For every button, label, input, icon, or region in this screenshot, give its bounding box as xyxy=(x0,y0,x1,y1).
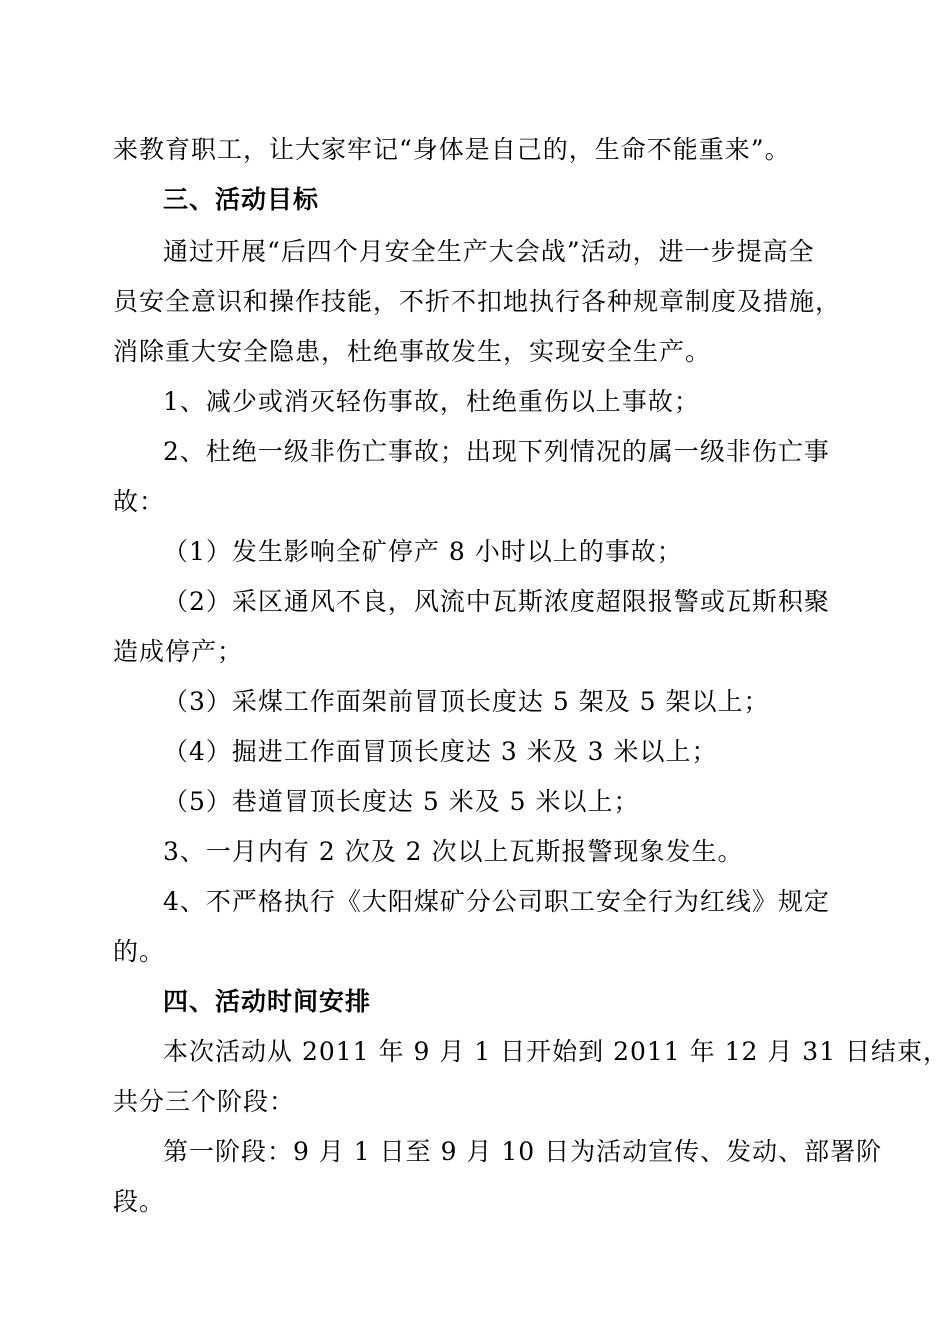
paragraph-line: 消除重大安全隐患，杜绝事故发生，实现安全生产。 xyxy=(113,337,712,366)
sub-list-item: （2）采区通风不良，风流中瓦斯浓度超限报警或瓦斯积聚 xyxy=(163,587,830,616)
paragraph-line: 来教育职工，让大家牢记“身体是自己的，生命不能重来”。 xyxy=(113,135,791,164)
sub-list-item: （4）掘进工作面冒顶长度达 3 米及 3 米以上； xyxy=(163,737,718,766)
section-heading-3: 三、活动目标 xyxy=(163,185,320,214)
sub-list-item-continuation: 造成停产； xyxy=(113,637,244,666)
paragraph-line: 共分三个阶段： xyxy=(113,1087,296,1116)
list-item: 2、杜绝一级非伤亡事故；出现下列情况的属一级非伤亡事 xyxy=(163,437,830,466)
paragraph-line: 员安全意识和操作技能，不折不扣地执行各种规章制度及措施， xyxy=(113,287,842,316)
list-item: 1、减少或消灭轻伤事故，杜绝重伤以上事故； xyxy=(163,387,700,416)
paragraph-line: 段。 xyxy=(113,1187,166,1216)
paragraph-line: 通过开展“后四个月安全生产大会战”活动，进一步提高全 xyxy=(163,237,815,266)
paragraph-line: 本次活动从 2011 年 9 月 1 日开始到 2011 年 12 月 31 日结束， xyxy=(163,1037,950,1066)
sub-list-item: （1）发生影响全矿停产 8 小时以上的事故； xyxy=(163,537,683,566)
sub-list-item: （3）采煤工作面架前冒顶长度达 5 架及 5 架以上； xyxy=(163,687,770,716)
list-item: 4、不严格执行《大阳煤矿分公司职工安全行为红线》规定 xyxy=(163,887,830,916)
list-item: 3、一月内有 2 次及 2 次以上瓦斯报警现象发生。 xyxy=(163,837,744,866)
section-heading-4: 四、活动时间安排 xyxy=(163,987,372,1016)
list-item-continuation: 的。 xyxy=(113,937,166,966)
list-item-continuation: 故： xyxy=(113,487,166,516)
sub-list-item: （5）巷道冒顶长度达 5 米及 5 米以上； xyxy=(163,787,640,816)
paragraph-line: 第一阶段：9 月 1 日至 9 月 10 日为活动宣传、发动、部署阶 xyxy=(163,1137,883,1166)
